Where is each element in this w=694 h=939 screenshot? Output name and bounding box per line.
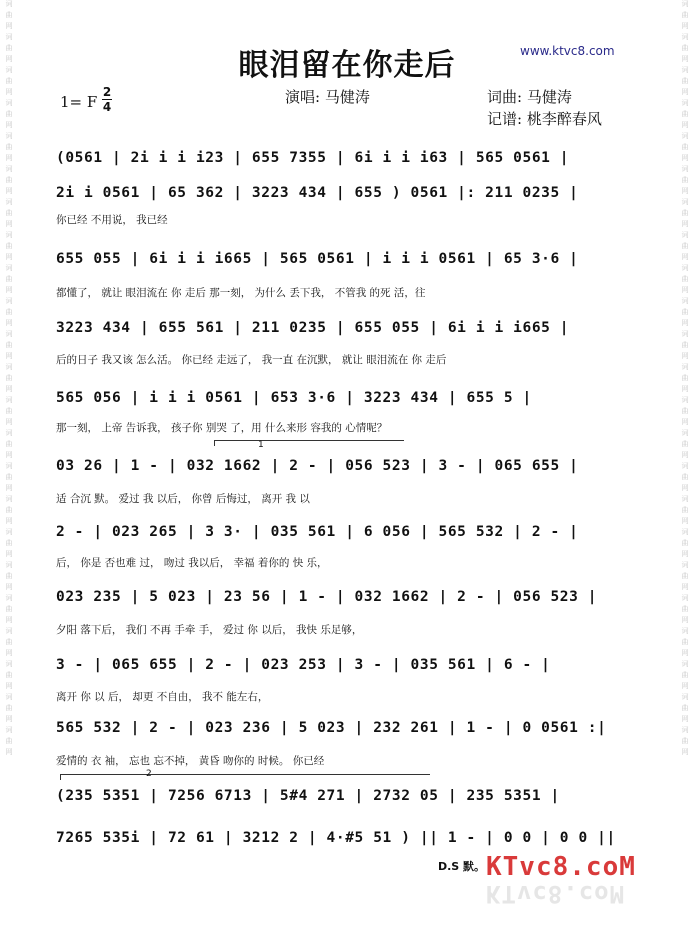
side-watermark-char: 词	[681, 297, 689, 305]
side-watermark-char: 曲	[5, 506, 13, 514]
side-watermark-char: 曲	[5, 407, 13, 415]
side-watermark-char: 词	[5, 363, 13, 371]
side-watermark-char: 曲	[5, 539, 13, 547]
side-watermark-char: 词	[681, 330, 689, 338]
score-notes-row: 565 056 | i i i 0561 | 653 3·6 | 3223 434 | 655 5 |	[56, 390, 532, 406]
side-watermark-char: 词	[5, 528, 13, 536]
side-watermark-char: 曲	[681, 704, 689, 712]
score-notes-row: 03 26 | 1 - | 032 1662 | 2 - | 056 523 | 3 - | 065 655 |	[56, 458, 579, 474]
side-watermark-char: 曲	[5, 671, 13, 679]
score-notes-row: 3223 434 | 655 561 | 211 0235 | 655 055 | 6i i i i665 |	[56, 320, 570, 336]
side-watermark-char: 曲	[681, 44, 689, 52]
score-notes-row: 2i i 0561 | 65 362 | 3223 434 | 655 ) 0561 |: 211 0235 |	[56, 185, 579, 201]
ktvc8-logo: KTvc8.coM	[486, 852, 636, 882]
side-watermark-char: 曲	[5, 275, 13, 283]
side-watermark-char: 网	[5, 253, 13, 261]
score-lyric-row: 你已经 不用说， 我已经	[56, 214, 168, 226]
side-watermark-char: 曲	[681, 110, 689, 118]
side-watermark-char: 曲	[681, 77, 689, 85]
score-lyric-row: 离开 你 以 后， 却更 不自由， 我不 能左右，	[56, 691, 269, 703]
side-watermark-char: 词	[5, 396, 13, 404]
side-watermark-char: 曲	[681, 473, 689, 481]
side-watermark-char: 词	[5, 198, 13, 206]
score-notes-row: 3 - | 065 655 | 2 - | 023 253 | 3 - | 035 561 | 6 - |	[56, 657, 551, 673]
side-watermark-char: 词	[5, 594, 13, 602]
side-watermark-char: 网	[681, 220, 689, 228]
side-watermark-char: 词	[5, 0, 13, 8]
side-watermark-char: 网	[681, 616, 689, 624]
side-watermark-char: 词	[681, 429, 689, 437]
side-watermark-char: 词	[681, 594, 689, 602]
side-watermark-char: 网	[681, 55, 689, 63]
side-watermark-char: 曲	[681, 374, 689, 382]
side-watermark-char: 词	[5, 33, 13, 41]
right-watermark-strip	[676, 0, 694, 939]
side-watermark-char: 词	[681, 231, 689, 239]
side-watermark-char: 网	[5, 451, 13, 459]
side-watermark-char: 网	[681, 22, 689, 30]
side-watermark-char: 曲	[5, 605, 13, 613]
volta-2-bracket	[60, 774, 430, 775]
side-watermark-char: 曲	[681, 737, 689, 745]
side-watermark-char: 网	[681, 715, 689, 723]
left-watermark-strip	[0, 0, 18, 939]
time-bottom: 4	[102, 100, 112, 114]
side-watermark-char: 网	[681, 418, 689, 426]
volta-1-label: 1	[258, 440, 264, 450]
side-watermark-char: 词	[681, 0, 689, 8]
score-lyric-row: 那一刻， 上帝 告诉我， 孩子你 别哭 了，用 什么来形 容我的 心情呢？	[56, 422, 388, 434]
side-watermark-char: 曲	[681, 638, 689, 646]
side-watermark-char: 词	[5, 627, 13, 635]
side-watermark-char: 网	[5, 649, 13, 657]
side-watermark-char: 网	[5, 286, 13, 294]
side-watermark-char: 曲	[681, 11, 689, 19]
side-watermark-char: 网	[681, 385, 689, 393]
transcriber-credit: 记谱: 桃李醉春风	[487, 110, 602, 128]
score-lyric-row: 后的日子 我又该 怎么活。 你已经 走远了， 我一直 在沉默， 就让 眼泪流在 你 走后	[56, 354, 447, 366]
side-watermark-char: 网	[5, 319, 13, 327]
key-signature: 1= F	[60, 93, 98, 111]
side-watermark-char: 曲	[681, 407, 689, 415]
score-notes-row: (0561 | 2i i i i23 | 655 7355 | 6i i i i63 | 565 0561 |	[56, 150, 570, 166]
side-watermark-char: 词	[681, 396, 689, 404]
side-watermark-char: 词	[5, 462, 13, 470]
score-notes-row: (235 5351 | 7256 6713 | 5#4 271 | 2732 05 | 235 5351 |	[56, 788, 560, 804]
side-watermark-char: 曲	[5, 737, 13, 745]
side-watermark-char: 网	[681, 352, 689, 360]
side-watermark-char: 网	[681, 88, 689, 96]
side-watermark-char: 曲	[681, 242, 689, 250]
side-watermark-char: 词	[681, 561, 689, 569]
side-watermark-char: 网	[681, 649, 689, 657]
side-watermark-char: 词	[681, 198, 689, 206]
side-watermark-char: 网	[681, 583, 689, 591]
site-url: www.ktvc8.com	[520, 44, 615, 58]
side-watermark-char: 曲	[681, 308, 689, 316]
side-watermark-char: 网	[681, 319, 689, 327]
side-watermark-char: 曲	[5, 440, 13, 448]
side-watermark-char: 网	[681, 517, 689, 525]
side-watermark-char: 曲	[681, 143, 689, 151]
score-lyric-row: 夕阳 落下后， 我们 不再 手牵 手， 爱过 你 以后， 我快 乐足够，	[56, 624, 363, 636]
side-watermark-char: 曲	[5, 143, 13, 151]
side-watermark-char: 网	[5, 385, 13, 393]
side-watermark-char: 网	[5, 88, 13, 96]
side-watermark-char: 网	[681, 682, 689, 690]
side-watermark-char: 曲	[5, 11, 13, 19]
ds-marking: D.S 默。	[438, 860, 486, 873]
side-watermark-char: 曲	[5, 77, 13, 85]
side-watermark-char: 网	[681, 484, 689, 492]
side-watermark-char: 曲	[5, 638, 13, 646]
side-watermark-char: 词	[681, 165, 689, 173]
side-watermark-char: 曲	[681, 605, 689, 613]
score-notes-row: 023 235 | 5 023 | 23 56 | 1 - | 032 1662 | 2 - | 056 523 |	[56, 589, 598, 605]
side-watermark-char: 词	[5, 165, 13, 173]
side-watermark-char: 词	[681, 660, 689, 668]
side-watermark-char: 曲	[5, 176, 13, 184]
side-watermark-char: 网	[5, 352, 13, 360]
side-watermark-char: 曲	[681, 275, 689, 283]
side-watermark-char: 词	[5, 231, 13, 239]
side-watermark-char: 网	[681, 286, 689, 294]
side-watermark-char: 词	[681, 693, 689, 701]
side-watermark-char: 词	[5, 693, 13, 701]
side-watermark-char: 曲	[5, 242, 13, 250]
side-watermark-char: 词	[681, 66, 689, 74]
side-watermark-char: 词	[5, 99, 13, 107]
score-notes-row: 655 055 | 6i i i i665 | 565 0561 | i i i 0561 | 65 3·6 |	[56, 251, 579, 267]
composer-credit: 词曲: 马健涛	[487, 88, 572, 106]
side-watermark-char: 词	[681, 264, 689, 272]
score-lyric-row: 爱情的 衣 袖， 忘也 忘不掉， 黄昏 吻你的 时候。 你已经	[56, 755, 325, 767]
side-watermark-char: 词	[5, 561, 13, 569]
side-watermark-char: 网	[5, 484, 13, 492]
side-watermark-char: 曲	[681, 572, 689, 580]
side-watermark-char: 词	[681, 528, 689, 536]
page-title: 眼泪留在你走后	[238, 48, 456, 83]
side-watermark-char: 曲	[5, 110, 13, 118]
score-notes-row: 2 - | 023 265 | 3 3· | 035 561 | 6 056 | 565 532 | 2 - |	[56, 524, 579, 540]
side-watermark-char: 网	[5, 121, 13, 129]
ktvc8-logo-reflection: KTvc8.coM	[486, 880, 626, 908]
side-watermark-char: 曲	[5, 341, 13, 349]
side-watermark-char: 词	[5, 429, 13, 437]
side-watermark-char: 网	[5, 55, 13, 63]
side-watermark-char: 曲	[5, 572, 13, 580]
side-watermark-char: 网	[681, 451, 689, 459]
side-watermark-char: 网	[5, 187, 13, 195]
score-lyric-row: 后， 你是 否也难 过， 吻过 我以后， 幸福 着你的 快 乐，	[56, 557, 328, 569]
time-signature	[102, 86, 112, 113]
side-watermark-char: 网	[681, 253, 689, 261]
side-watermark-char: 网	[681, 154, 689, 162]
side-watermark-char: 网	[5, 220, 13, 228]
side-watermark-char: 词	[681, 495, 689, 503]
side-watermark-char: 词	[5, 726, 13, 734]
side-watermark-char: 网	[5, 748, 13, 756]
side-watermark-char: 曲	[681, 209, 689, 217]
side-watermark-char: 词	[5, 264, 13, 272]
side-watermark-char: 曲	[5, 44, 13, 52]
side-watermark-char: 词	[681, 363, 689, 371]
side-watermark-char: 曲	[5, 209, 13, 217]
score-lyric-row: 适 合沉 默。 爱过 我 以后， 你曾 后悔过， 离开 我 以	[56, 493, 310, 505]
side-watermark-char: 网	[681, 748, 689, 756]
side-watermark-char: 曲	[681, 341, 689, 349]
side-watermark-char: 网	[5, 418, 13, 426]
side-watermark-char: 网	[5, 154, 13, 162]
side-watermark-char: 网	[5, 583, 13, 591]
side-watermark-char: 曲	[681, 506, 689, 514]
side-watermark-char: 词	[5, 495, 13, 503]
side-watermark-char: 曲	[5, 308, 13, 316]
side-watermark-char: 词	[5, 66, 13, 74]
side-watermark-char: 词	[681, 627, 689, 635]
side-watermark-char: 词	[5, 330, 13, 338]
side-watermark-char: 网	[5, 616, 13, 624]
volta-2-label: 2	[146, 769, 152, 779]
side-watermark-char: 网	[5, 715, 13, 723]
side-watermark-char: 曲	[5, 374, 13, 382]
score-lyric-row: 都懂了， 就让 眼泪流在 你 走后 那一刻， 为什么 丢下我， 不管我 的死 活，往	[56, 287, 426, 299]
side-watermark-char: 曲	[681, 671, 689, 679]
side-watermark-char: 词	[681, 33, 689, 41]
side-watermark-char: 网	[5, 22, 13, 30]
side-watermark-char: 词	[681, 132, 689, 140]
side-watermark-char: 曲	[681, 440, 689, 448]
side-watermark-char: 曲	[5, 473, 13, 481]
side-watermark-char: 网	[5, 517, 13, 525]
side-watermark-char: 曲	[681, 176, 689, 184]
score-notes-row: 7265 535i | 72 61 | 3212 2 | 4·#5 51 ) || 1 - | 0 0 | 0 0 ||	[56, 830, 616, 846]
side-watermark-char: 词	[5, 660, 13, 668]
side-watermark-char: 网	[681, 187, 689, 195]
time-top: 2	[102, 85, 112, 99]
side-watermark-char: 词	[5, 132, 13, 140]
side-watermark-char: 网	[5, 682, 13, 690]
side-watermark-char: 曲	[681, 539, 689, 547]
volta-1-bracket	[214, 440, 404, 441]
side-watermark-char: 词	[681, 726, 689, 734]
side-watermark-char: 词	[5, 297, 13, 305]
side-watermark-char: 词	[681, 99, 689, 107]
score-notes-row: 565 532 | 2 - | 023 236 | 5 023 | 232 261 | 1 - | 0 0561 :|	[56, 720, 607, 736]
side-watermark-char: 网	[681, 121, 689, 129]
side-watermark-char: 曲	[5, 704, 13, 712]
side-watermark-char: 词	[681, 462, 689, 470]
singer-credit: 演唱: 马健涛	[285, 88, 370, 106]
side-watermark-char: 网	[681, 550, 689, 558]
side-watermark-char: 网	[5, 550, 13, 558]
